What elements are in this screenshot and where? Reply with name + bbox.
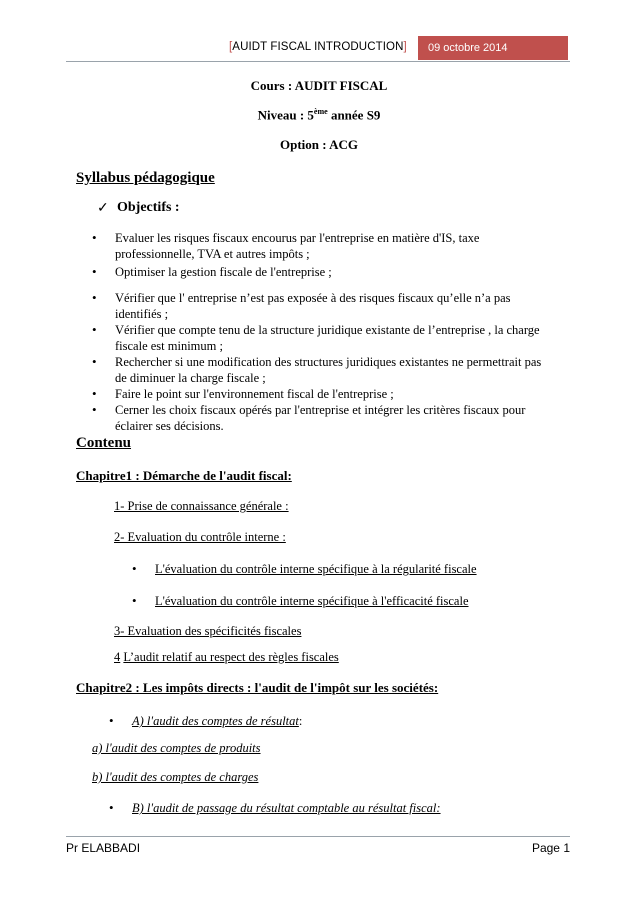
objective-item: • Cerner les choix fiscaux opérés par l'entreprise et intégrer les critères fiscaux pour éclairer ses décisions. <box>92 402 526 433</box>
bullet-icon: • <box>132 561 137 576</box>
section-2-item: • L'évaluation du contrôle interne spécifique à la régularité fiscale <box>132 561 477 576</box>
check-icon: ✓ <box>97 201 109 216</box>
objective-item: • Rechercher si une modification des structures juridiques existantes ne permettrait pas de diminuer la charge fiscale ; <box>92 354 542 385</box>
section-4-number: 4 <box>114 650 121 664</box>
objective-item: • Faire le point sur l'environnement fiscal de l'entreprise ; <box>92 386 394 401</box>
objective-item: • Optimiser la gestion fiscale de l'entreprise ; <box>92 264 332 279</box>
bullet-icon: • <box>92 322 97 337</box>
course-level <box>0 107 638 123</box>
bullet-icon: • <box>92 402 97 417</box>
bullet-icon: • <box>92 290 97 305</box>
bullet-icon: • <box>92 354 97 369</box>
content-heading: Contenu <box>76 435 132 451</box>
objectives-heading: Objectifs : <box>117 200 180 215</box>
bullet-icon: • <box>92 230 97 245</box>
page-header <box>0 36 638 62</box>
chapter-2-title: Chapitre2 : Les impôts directs : l'audit de l'impôt sur les sociétés: <box>76 680 439 695</box>
header-title-text: AUIDT FISCAL INTRODUCTION <box>232 41 404 53</box>
course-option: Option : ACG <box>279 137 358 152</box>
objective-item: • Vérifier que l' entreprise n’est pas exposée à des risques fiscaux qu’elle n’a pas identifiés ; <box>92 290 511 321</box>
bullet-icon: • <box>92 264 97 279</box>
chapter-1-section-3: 3- Evaluation des spécificités fiscales <box>114 624 302 638</box>
chapter-2-item-b: • B) l'audit de passage du résultat comptable au résultat fiscal: <box>109 800 441 815</box>
bracket-close: ] <box>403 41 407 53</box>
level-suffix: année S9 <box>327 107 381 123</box>
footer-page-number: Page 1 <box>531 841 570 855</box>
chapter-2-item-a: • A) l'audit des comptes de résultat: <box>109 713 303 728</box>
footer-divider <box>66 836 570 837</box>
footer-author: Pr ELABBADI <box>66 841 141 855</box>
bullet-icon: • <box>109 713 114 728</box>
bullet-icon: • <box>109 800 114 815</box>
objective-item: • Evaluer les risques fiscaux encourus par l'entreprise en matière d'IS, taxe professionnelle, TVA et autres impôts ; <box>92 230 480 261</box>
syllabus-heading: Syllabus pédagogique <box>76 170 215 186</box>
chapter-1-section-2: 2- Evaluation du contrôle interne : <box>114 530 286 544</box>
section-4-text: L’audit relatif au respect des règles fiscales <box>123 650 339 664</box>
objective-item: • Vérifier que compte tenu de la structure juridique existante de l’entreprise , la charge fiscale est minimum ; <box>92 322 540 353</box>
chapter-1-section-1: 1- Prise de connaissance générale : <box>114 499 289 513</box>
chapter-1-title: Chapitre1 : Démarche de l'audit fiscal: <box>76 468 292 483</box>
header-title <box>229 41 407 53</box>
header-divider <box>66 61 570 62</box>
level-prefix: Niveau : 5 <box>257 107 314 123</box>
chapter-1-section-4 <box>114 650 339 665</box>
course-title: Cours : AUDIT FISCAL <box>250 78 388 93</box>
chapter-2-sub-b: b) l'audit des comptes de charges <box>92 770 259 784</box>
chapter-2-sub-a: a) l'audit des comptes de produits <box>92 741 261 755</box>
bullet-icon: • <box>132 593 137 608</box>
header-date: 09 octobre 2014 <box>418 36 568 60</box>
section-2-item: • L'évaluation du contrôle interne spécifique à l'efficacité fiscale <box>132 593 469 608</box>
level-superscript: ème <box>313 107 328 116</box>
bullet-icon: • <box>92 386 97 401</box>
bracket-open: [ <box>229 41 233 53</box>
